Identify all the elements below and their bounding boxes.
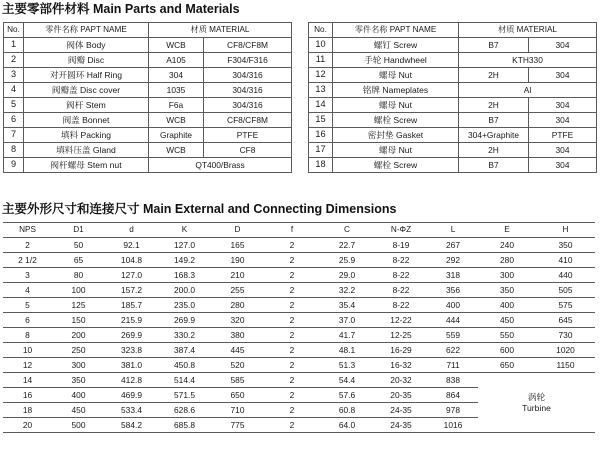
dims-cell: 412.8 [105, 373, 158, 388]
dims-cell: 250 [52, 343, 105, 358]
dims-row [3, 253, 595, 268]
part-material-standard: 304+Graphite [459, 128, 529, 143]
part-material-standard: 2H [459, 143, 529, 158]
dims-cell: 381.0 [105, 358, 158, 373]
dims-cell: 559 [428, 328, 478, 343]
part-no: 14 [309, 98, 333, 113]
dims-cell: 571.5 [158, 388, 211, 403]
part-name: 填料 Packing [24, 128, 149, 143]
dims-heading: 主要外形尺寸和连接尺寸 Main External and Connecting Dimensions [2, 202, 397, 216]
part-material-standard: WCB [149, 38, 204, 53]
dims-header-cell: H [536, 223, 595, 238]
dims-cell: 1020 [536, 343, 595, 358]
dims-cell: 350 [536, 238, 595, 253]
parts-row [309, 158, 597, 173]
dims-cell: 157.2 [105, 283, 158, 298]
dims-cell: 2 [264, 418, 320, 433]
dims-cell: 8-22 [374, 298, 428, 313]
dims-cell: 775 [211, 418, 264, 433]
parts-row [309, 83, 597, 98]
parts-header-row [4, 23, 292, 38]
dims-cell: 127.0 [105, 268, 158, 283]
header-material: 材质 MATERIAL [149, 23, 292, 38]
dims-cell: 450.8 [158, 358, 211, 373]
dims-cell: 16 [3, 388, 52, 403]
dims-row [3, 358, 595, 373]
dims-cell: 269.9 [105, 328, 158, 343]
dims-cell: 8 [3, 328, 52, 343]
part-name: 螺栓 Screw [333, 113, 459, 128]
dims-cell: 2 [264, 238, 320, 253]
dims-cell: 318 [428, 268, 478, 283]
dims-header-cell: C [320, 223, 374, 238]
dims-cell: 330.2 [158, 328, 211, 343]
part-material-stainless: 304 [529, 38, 597, 53]
dims-cell: 22.7 [320, 238, 374, 253]
dims-cell: 650 [478, 358, 536, 373]
dims-cell: 2 [3, 238, 52, 253]
dims-row [3, 343, 595, 358]
dims-cell: 210 [211, 268, 264, 283]
parts-table-left [3, 22, 292, 173]
part-material-stainless: PTFE [204, 128, 292, 143]
dims-cell: 12-25 [374, 328, 428, 343]
dims-row [3, 238, 595, 253]
dims-header-cell: f [264, 223, 320, 238]
parts-row [4, 143, 292, 158]
dims-cell: 10 [3, 343, 52, 358]
part-no: 17 [309, 143, 333, 158]
header-no: No. [309, 23, 333, 38]
dims-cell: 2 [264, 298, 320, 313]
dims-cell: 650 [211, 388, 264, 403]
dims-cell: 20-35 [374, 388, 428, 403]
dims-cell: 2 [264, 373, 320, 388]
parts-row [4, 38, 292, 53]
parts-row [4, 158, 292, 173]
dims-cell: 645 [536, 313, 595, 328]
part-material-standard: B7 [459, 113, 529, 128]
header-material: 材质 MATERIAL [459, 23, 597, 38]
dims-cell: 24-35 [374, 403, 428, 418]
header-part-name: 零件名称 PAPT NAME [24, 23, 149, 38]
dims-row [3, 298, 595, 313]
part-name: 螺栓 Screw [333, 158, 459, 173]
part-material: QT400/Brass [149, 158, 292, 173]
part-no: 12 [309, 68, 333, 83]
part-name: 阀盖 Bonnet [24, 113, 149, 128]
dims-cell: 12-22 [374, 313, 428, 328]
dims-cell: 533.4 [105, 403, 158, 418]
part-name: 阀瓣盖 Disc cover [24, 83, 149, 98]
dims-cell: 628.6 [158, 403, 211, 418]
dims-cell: 292 [428, 253, 478, 268]
parts-row [309, 143, 597, 158]
part-material: Al [459, 83, 597, 98]
dims-cell: 35.4 [320, 298, 374, 313]
part-no: 3 [4, 68, 24, 83]
dims-cell: 215.9 [105, 313, 158, 328]
part-name: 螺母 Nut [333, 98, 459, 113]
parts-header-row [309, 23, 597, 38]
dims-cell: 200 [52, 328, 105, 343]
dims-cell: 5 [3, 298, 52, 313]
dims-cell: 37.0 [320, 313, 374, 328]
dims-cell: 356 [428, 283, 478, 298]
dims-cell: 57.6 [320, 388, 374, 403]
part-name: 手轮 Handwheel [333, 53, 459, 68]
dims-cell: 50 [52, 238, 105, 253]
parts-row [4, 98, 292, 113]
dims-cell: 127.0 [158, 238, 211, 253]
dimensions-table [3, 222, 595, 433]
dims-cell: 51.3 [320, 358, 374, 373]
dims-cell: 12 [3, 358, 52, 373]
dims-cell: 400 [52, 388, 105, 403]
part-name: 阀杆螺母 Stem nut [24, 158, 149, 173]
dims-cell: 520 [211, 358, 264, 373]
dims-cell: 584.2 [105, 418, 158, 433]
dims-cell: 8-22 [374, 253, 428, 268]
dims-cell: 711 [428, 358, 478, 373]
parts-row [4, 113, 292, 128]
dims-cell: 100 [52, 283, 105, 298]
dims-cell: 168.3 [158, 268, 211, 283]
parts-row [309, 68, 597, 83]
dims-cell: 267 [428, 238, 478, 253]
parts-row [4, 128, 292, 143]
part-no: 15 [309, 113, 333, 128]
dims-cell: 150 [52, 313, 105, 328]
dims-cell: 240 [478, 238, 536, 253]
dims-cell: 255 [211, 283, 264, 298]
dims-header-cell: D1 [52, 223, 105, 238]
dims-cell: 575 [536, 298, 595, 313]
dims-cell: 14 [3, 373, 52, 388]
dims-cell: 514.4 [158, 373, 211, 388]
part-name: 螺母 Nut [333, 143, 459, 158]
part-no: 9 [4, 158, 24, 173]
part-no: 2 [4, 53, 24, 68]
part-no: 18 [309, 158, 333, 173]
part-material-standard: A105 [149, 53, 204, 68]
dims-cell: 20 [3, 418, 52, 433]
part-no: 5 [4, 98, 24, 113]
part-name: 阀杆 Stem [24, 98, 149, 113]
dims-cell: 444 [428, 313, 478, 328]
dims-cell: 2 [264, 283, 320, 298]
dims-cell: 1016 [428, 418, 478, 433]
dims-cell: 2 [264, 268, 320, 283]
part-name: 螺钉 Screw [333, 38, 459, 53]
dims-header-cell: E [478, 223, 536, 238]
dims-cell: 500 [52, 418, 105, 433]
dims-header-cell: L [428, 223, 478, 238]
part-no: 16 [309, 128, 333, 143]
part-no: 4 [4, 83, 24, 98]
part-material-standard: WCB [149, 143, 204, 158]
part-material-stainless: 304 [529, 143, 597, 158]
dims-cell: 269.9 [158, 313, 211, 328]
dims-cell: 323.8 [105, 343, 158, 358]
dims-cell: 410 [536, 253, 595, 268]
part-no: 13 [309, 83, 333, 98]
part-no: 8 [4, 143, 24, 158]
dims-cell: 16-32 [374, 358, 428, 373]
dims-cell: 165 [211, 238, 264, 253]
dims-cell: 864 [428, 388, 478, 403]
dims-cell: 32.2 [320, 283, 374, 298]
dims-cell: 25.9 [320, 253, 374, 268]
dims-cell: 300 [478, 268, 536, 283]
dims-cell: 450 [52, 403, 105, 418]
dims-cell: 600 [478, 343, 536, 358]
parts-row [4, 83, 292, 98]
dims-cell: 8-22 [374, 268, 428, 283]
dims-header-cell: N-ΦZ [374, 223, 428, 238]
part-name: 对开圆环 Half Ring [24, 68, 149, 83]
parts-row [309, 98, 597, 113]
part-name: 螺母 Nut [333, 68, 459, 83]
part-material-standard: WCB [149, 113, 204, 128]
dims-row [3, 373, 595, 388]
dims-cell: 2 [264, 313, 320, 328]
dims-cell: 2 [264, 328, 320, 343]
part-name: 密封垫 Gasket [333, 128, 459, 143]
part-no: 10 [309, 38, 333, 53]
dims-cell: 41.7 [320, 328, 374, 343]
dims-cell: 2 [264, 253, 320, 268]
dims-header-cell: K [158, 223, 211, 238]
dims-cell: 2 [264, 403, 320, 418]
dims-cell: 185.7 [105, 298, 158, 313]
dims-cell: 550 [478, 328, 536, 343]
part-no: 7 [4, 128, 24, 143]
dims-cell: 64.0 [320, 418, 374, 433]
part-material: KTH330 [459, 53, 597, 68]
dims-cell: 200.0 [158, 283, 211, 298]
dims-cell: 16-29 [374, 343, 428, 358]
part-name: 铭牌 Nameplates [333, 83, 459, 98]
part-material-stainless: 304 [529, 68, 597, 83]
dims-cell: 24-35 [374, 418, 428, 433]
dims-cell: 710 [211, 403, 264, 418]
part-name: 阀体 Body [24, 38, 149, 53]
dims-row [3, 283, 595, 298]
dims-cell: 2 1/2 [3, 253, 52, 268]
turbine-cn: 涡轮 [527, 391, 546, 402]
part-material-stainless: 304/316 [204, 83, 292, 98]
part-material-stainless: 304 [529, 158, 597, 173]
dims-cell: 978 [428, 403, 478, 418]
dims-cell: 380 [211, 328, 264, 343]
dims-cell: 400 [478, 298, 536, 313]
part-material-standard: Graphite [149, 128, 204, 143]
dims-cell: 149.2 [158, 253, 211, 268]
part-material-standard: 2H [459, 98, 529, 113]
dims-cell: 54.4 [320, 373, 374, 388]
dims-cell: 48.1 [320, 343, 374, 358]
dims-cell: 6 [3, 313, 52, 328]
dims-cell: 445 [211, 343, 264, 358]
part-material-stainless: PTFE [529, 128, 597, 143]
parts-row [309, 128, 597, 143]
dims-cell: 104.8 [105, 253, 158, 268]
dims-cell: 622 [428, 343, 478, 358]
dims-cell: 469.9 [105, 388, 158, 403]
dims-cell: 29.0 [320, 268, 374, 283]
dims-cell: 585 [211, 373, 264, 388]
header-no: No. [4, 23, 24, 38]
dims-cell: 8-22 [374, 283, 428, 298]
part-no: 6 [4, 113, 24, 128]
dims-cell: 400 [428, 298, 478, 313]
dims-row [3, 313, 595, 328]
dims-header-cell: D [211, 223, 264, 238]
parts-row [309, 38, 597, 53]
part-no: 1 [4, 38, 24, 53]
part-material-standard: 2H [459, 68, 529, 83]
dims-header-cell: NPS [3, 223, 52, 238]
part-material-standard: B7 [459, 38, 529, 53]
part-no: 11 [309, 53, 333, 68]
part-material-stainless: F304/F316 [204, 53, 292, 68]
dims-cell: 838 [428, 373, 478, 388]
header-part-name: 零件名称 PAPT NAME [333, 23, 459, 38]
part-material-stainless: CF8/CF8M [204, 113, 292, 128]
dims-cell: 80 [52, 268, 105, 283]
dims-cell: 2 [264, 388, 320, 403]
dims-cell: 320 [211, 313, 264, 328]
dims-cell: 440 [536, 268, 595, 283]
dims-cell: 280 [211, 298, 264, 313]
dims-cell: 8-19 [374, 238, 428, 253]
dims-cell: 2 [264, 358, 320, 373]
dims-cell: 20-32 [374, 373, 428, 388]
parts-table-right [308, 22, 597, 173]
dims-cell: 2 [264, 343, 320, 358]
part-material-stainless: 304/316 [204, 68, 292, 83]
dims-cell: 387.4 [158, 343, 211, 358]
dims-cell: 190 [211, 253, 264, 268]
part-material-standard: 304 [149, 68, 204, 83]
part-material-standard: B7 [459, 158, 529, 173]
part-name: 填料压盖 Gland [24, 143, 149, 158]
parts-heading: 主要零部件材料 Main Parts and Materials [2, 2, 240, 16]
dims-cell: 1150 [536, 358, 595, 373]
dims-cell: 685.8 [158, 418, 211, 433]
dims-cell: 92.1 [105, 238, 158, 253]
part-material-standard: F6a [149, 98, 204, 113]
parts-row [309, 53, 597, 68]
parts-row [4, 53, 292, 68]
dims-cell: 350 [52, 373, 105, 388]
part-material-stainless: 304 [529, 113, 597, 128]
dims-cell: 4 [3, 283, 52, 298]
dims-header-row [3, 223, 595, 238]
dims-cell: 300 [52, 358, 105, 373]
dims-header-cell: d [105, 223, 158, 238]
parts-row [4, 68, 292, 83]
dims-cell: 18 [3, 403, 52, 418]
turbine-en: Turbine [522, 402, 551, 413]
dims-cell: 3 [3, 268, 52, 283]
part-material-stainless: 304 [529, 98, 597, 113]
dims-cell: 505 [536, 283, 595, 298]
dims-cell: 60.8 [320, 403, 374, 418]
turbine-note [478, 373, 595, 433]
part-name: 阀瓣 Disc [24, 53, 149, 68]
part-material-stainless: CF8/CF8M [204, 38, 292, 53]
dims-cell: 730 [536, 328, 595, 343]
dims-cell: 65 [52, 253, 105, 268]
dims-cell: 350 [478, 283, 536, 298]
dims-cell: 235.0 [158, 298, 211, 313]
part-material-stainless: 304/316 [204, 98, 292, 113]
dims-cell: 125 [52, 298, 105, 313]
parts-row [309, 113, 597, 128]
part-material-stainless: CF8 [204, 143, 292, 158]
dims-cell: 450 [478, 313, 536, 328]
dims-row [3, 268, 595, 283]
part-material-standard: 1035 [149, 83, 204, 98]
dims-row [3, 328, 595, 343]
dims-cell: 280 [478, 253, 536, 268]
